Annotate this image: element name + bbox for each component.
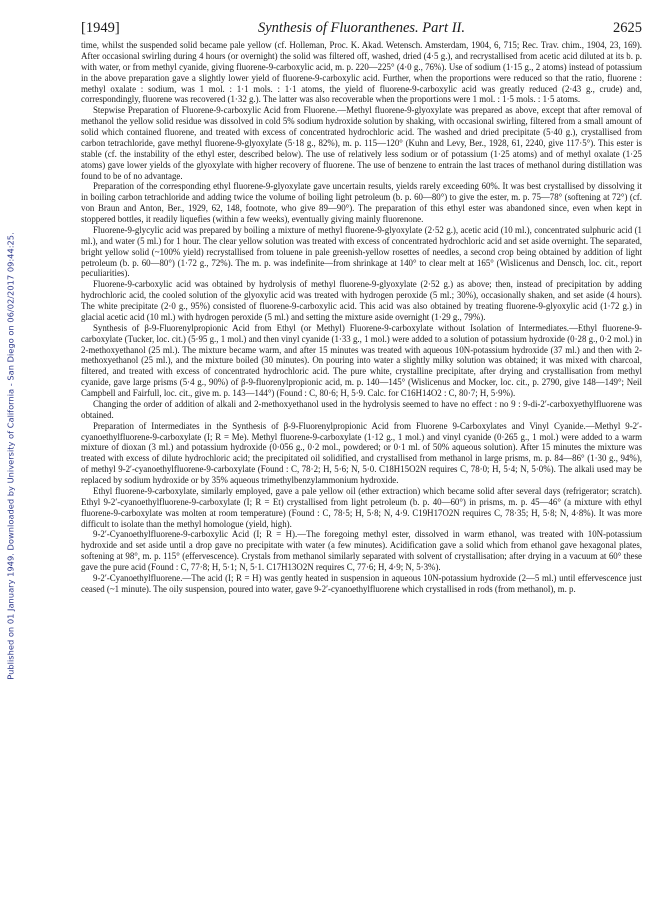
article-body (81, 40, 642, 595)
header-year: [1949] (81, 20, 120, 36)
paragraph-stepwise-preparation: Stepwise Preparation of Fluorene-9-carboxylic Acid from Fluorene.—Methyl fluorene-9-glyoxylate was prepared as above, except that after removal of methanol the yellow solid residue was dissolved in cold 5% sodium hydroxide solution by shaking, with occasional swirling, filtered from a small amount of solid which contained fluorene, and treated with excess of concentrated hydrochloric acid. The washed and dried precipitate (5·40 g.), crystallised from carbon tetrachloride, gave methyl fluorene-9-glyoxylate (5·18 g., 82%), m. p. 115—120° (Kuhn and Levy, Ber., 1928, 61, 2240, give 117·5°). This ester is stable (cf. the instability of the ethyl ester, described below). The use of relatively less sodium or of potassium (1·25 atoms) and of methyl oxalate (1·25 atoms) gave lower yields of the glyoxylate with higher recovery of fluorene. The use of benzene to entrain the last traces of methanol during distillation was found to be of no advantage. (81, 105, 642, 181)
paragraph-carboxylic-acid: Fluorene-9-carboxylic acid was obtained by hydrolysis of methyl fluorene-9-glyoxylate (2·52 g.) as above; then, instead of precipitation by adding hydrochloric acid, the cooled solution of the glyoxylic acid was treated with hydrogen peroxide (5 ml.; 30%), occasionally shaken, and set aside (4 hours). The white precipitate (2·0 g., 95%) consisted of fluorene-9-carboxylic acid. This acid was also obtained by treating fluorene-9-glyoxylic acid (1·72 g.) in glacial acetic acid (10 ml.) with hydrogen peroxide (5 ml.) and setting the mixture aside overnight (1·29 g., 79%). (81, 279, 642, 322)
download-notice-text: Published on 01 January 1949. Downloaded by University of California - San Diego on 06/02/2017 09:44:25. (6, 231, 17, 680)
paragraph-cyanoethylfluorene: 9-2′-Cyanoethylfluorene.—The acid (I; R = H) was gently heated in suspension in aqueous 10N-potassium hydroxide (2—5 ml.) until effervescence just ceased (~1 minute). The oily suspension, poured into water, gave 9-2′-cyanoethylfluorene which crystallised in rods (from methanol), m. p. (81, 572, 642, 594)
download-notice (0, 0, 22, 911)
page-number: 2625 (613, 20, 642, 36)
paragraph-cyanoethyl-acid: 9-2′-Cyanoethylfluorene-9-carboxylic Acid (I; R = H).—The foregoing methyl ester, dissolved in warm ethanol, was treated with 10N-potassium hydroxide and set aside until a drop gave no precipitate with water (a few minutes). Acidification gave a solid which from ethanol gave hexagonal plates, softening at 98°, m. p. 115° (effervescence). Crystals from methanol similarly separated with solvent of crystallisation; after drying in a vacuum at 60° these gave the pure acid (Found : C, 77·8; H, 5·1; N, 5·1. C17H13O2N requires C, 77·6; H, 4·9; N, 5·3%). (81, 529, 642, 572)
paragraph-glycylic-acid: Fluorene-9-glycylic acid was prepared by boiling a mixture of methyl fluorene-9-glyoxylate (2·52 g.), acetic acid (10 ml.), concentrated sulphuric acid (1 ml.), and water (5 ml.) for 1 hour. The clear yellow solution was treated with excess of concentrated hydrochloric acid and set aside overnight. The separated, bright yellow solid (~100% yield) recrystallised from toluene in pale greenish-yellow rosettes of needles, a second crop being obtained by addition of light petroleum (b. p. 60—80°) (1·72 g., 72%). The m. p. was indefinite—from shrinkage at 140° to clear melt at 165° (Wislicenus and Densch, loc. cit., report peculiarities). (81, 224, 642, 279)
paragraph-synthesis-propionic: Synthesis of β-9-Fluorenylpropionic Acid from Ethyl (or Methyl) Fluorene-9-carboxylate without Isolation of Intermediates.—Ethyl fluorene-9-carboxylate (Tucker, loc. cit.) (5·95 g., 1 mol.) and then vinyl cyanide (1·33 g., 1 mol.) were added to a solution of potassium hydroxide (0·28 g., 0·2 mol.) in 2-methoxyethanol (25 ml.). The mixture became warm, and after 15 minutes was treated with aqueous 10N-potassium hydroxide (37 ml.) and then with 2-methoxyethanol (25 ml.), and the mixture boiled (30 minutes). On pouring into water a slightly milky solution was obtained; it was mixed with charcoal, filtered, and treated with excess of concentrated hydrochloric acid. The pure white, crystalline precipitate, after drying and crystallisation from methyl cyanide, gave large prisms (5·4 g., 90%) of β-9-fluorenylpropionic acid, m. p. 140—145° (Wislicenus and Mocker, loc. cit., p. 2790, give 148—149°; Neil Campbell and Fairfull, loc. cit., give m. p. 143—144°) (Found : C, 80·6; H, 5·9. Calc. for C16H14O2 : C, 80·7; H, 5·9%). (81, 322, 642, 398)
paragraph-intermediates: Preparation of Intermediates in the Synthesis of β-9-Fluorenylpropionic Acid from Fluorene 9-Carboxylates and Vinyl Cyanide.—Methyl 9-2′-cyanoethylfluorene-9-carboxylate (I; R = Me). Methyl fluorene-9-carboxylate (1·12 g., 1 mol.) and vinyl cyanide (0·265 g., 1 mol.) were added to a warm mixture of dioxan (3 ml.) and potassium hydroxide (0·056 g., 0·2 mol., powdered; or 0·1 ml. of 50% aqueous solution). After 15 minutes the mixture was treated with excess of dilute hydrochloric acid; the precipitated oil solidified, and crystallised from methanol in large prisms, m. p. 84—86° (1·30 g., 94%), of methyl 9-2′-cyanoethylfluorene-9-carboxylate (Found : C, 78·2; H, 5·6; N, 5·0. C18H15O2N requires C, 78·0; H, 5·4; N, 5·0%). The alkali used may be replaced by sodium hydroxide or by 35% aqueous trimethylbenzylammonium hydroxide. (81, 420, 642, 485)
paragraph-ethyl-glyoxylate: Preparation of the corresponding ethyl fluorene-9-glyoxylate gave uncertain results, yields rarely exceeding 60%. It was best crystallised by dissolving it in boiling carbon tetrachloride and adding twice the volume of boiling light petroleum (b. p. 60—80°) to give the ester, m. p. 75—78° (softening at 72°) (cf. von Braun and Anton, Ber., 1929, 62, 148, footnote, who give 89—90°). The preparation of this ethyl ester was abandoned since, even when kept in stoppered bottles, it readily liquefies (within a few weeks), eventually giving mainly fluorenone. (81, 181, 642, 224)
header-title: Synthesis of Fluoranthenes. Part II. (257, 20, 465, 36)
paragraph-order-of-addition: Changing the order of addition of alkali and 2-methoxyethanol used in the hydrolysis seemed to have no effect : no 9 : 9-di-2′-carboxyethylfluorene was obtained. (81, 398, 642, 420)
paragraph-ethyl-ester: Ethyl fluorene-9-carboxylate, similarly employed, gave a pale yellow oil (ether extraction) which became solid after several days (refrigerator; scratch). Ethyl 9-2′-cyanoethylfluorene-9-carboxylate (I; R = Et) crystallised from light petroleum (b. p. 40—60°) in prisms, m. p. 45—46° (a mixture with ethyl fluorene-9-carboxylate was molten at room temperature) (Found : C, 78·5; H, 5·8; N, 4·9. C19H17O2N requires C, 78·35; H, 5·8; N, 4·8%). It was more difficult to isolate than the methyl homologue (yield, high). (81, 485, 642, 529)
paragraph-continuation: time, whilst the suspended solid became pale yellow (cf. Holleman, Proc. K. Akad. Wetensch. Amsterdam, 1904, 6, 715; Rec. Trav. chim., 1904, 23, 169). After occasional swirling during 4 hours (or overnight) the solid was filtered off, washed, dried (4·5 g.), and recrystallised from acetic acid diluted at its b. p. with water, or from methyl cyanide, giving fluorene-9-carboxylic acid, m. p. 220—225° (4·0 g., 76%). Use of sodium (1·15 g., 2 atoms) instead of potassium in the above preparation gave a slightly lower yield of fluorene-9-carboxylic acid. Further, when the proportions were reduced so that the ratio, fluorene : methyl oxalate : sodium, was 1 mol. : 1·1 mols. : 1·1 atoms, the yield of fluorene-9-carboxylic acid was greatly reduced (2·43 g., crude) and, correspondingly, fluorene was recovered (1·32 g.). The latter was also recoverable when the proportions were 1 mol. : 1·5 mols. : 1·5 atoms. (81, 40, 642, 105)
running-header (81, 20, 642, 36)
